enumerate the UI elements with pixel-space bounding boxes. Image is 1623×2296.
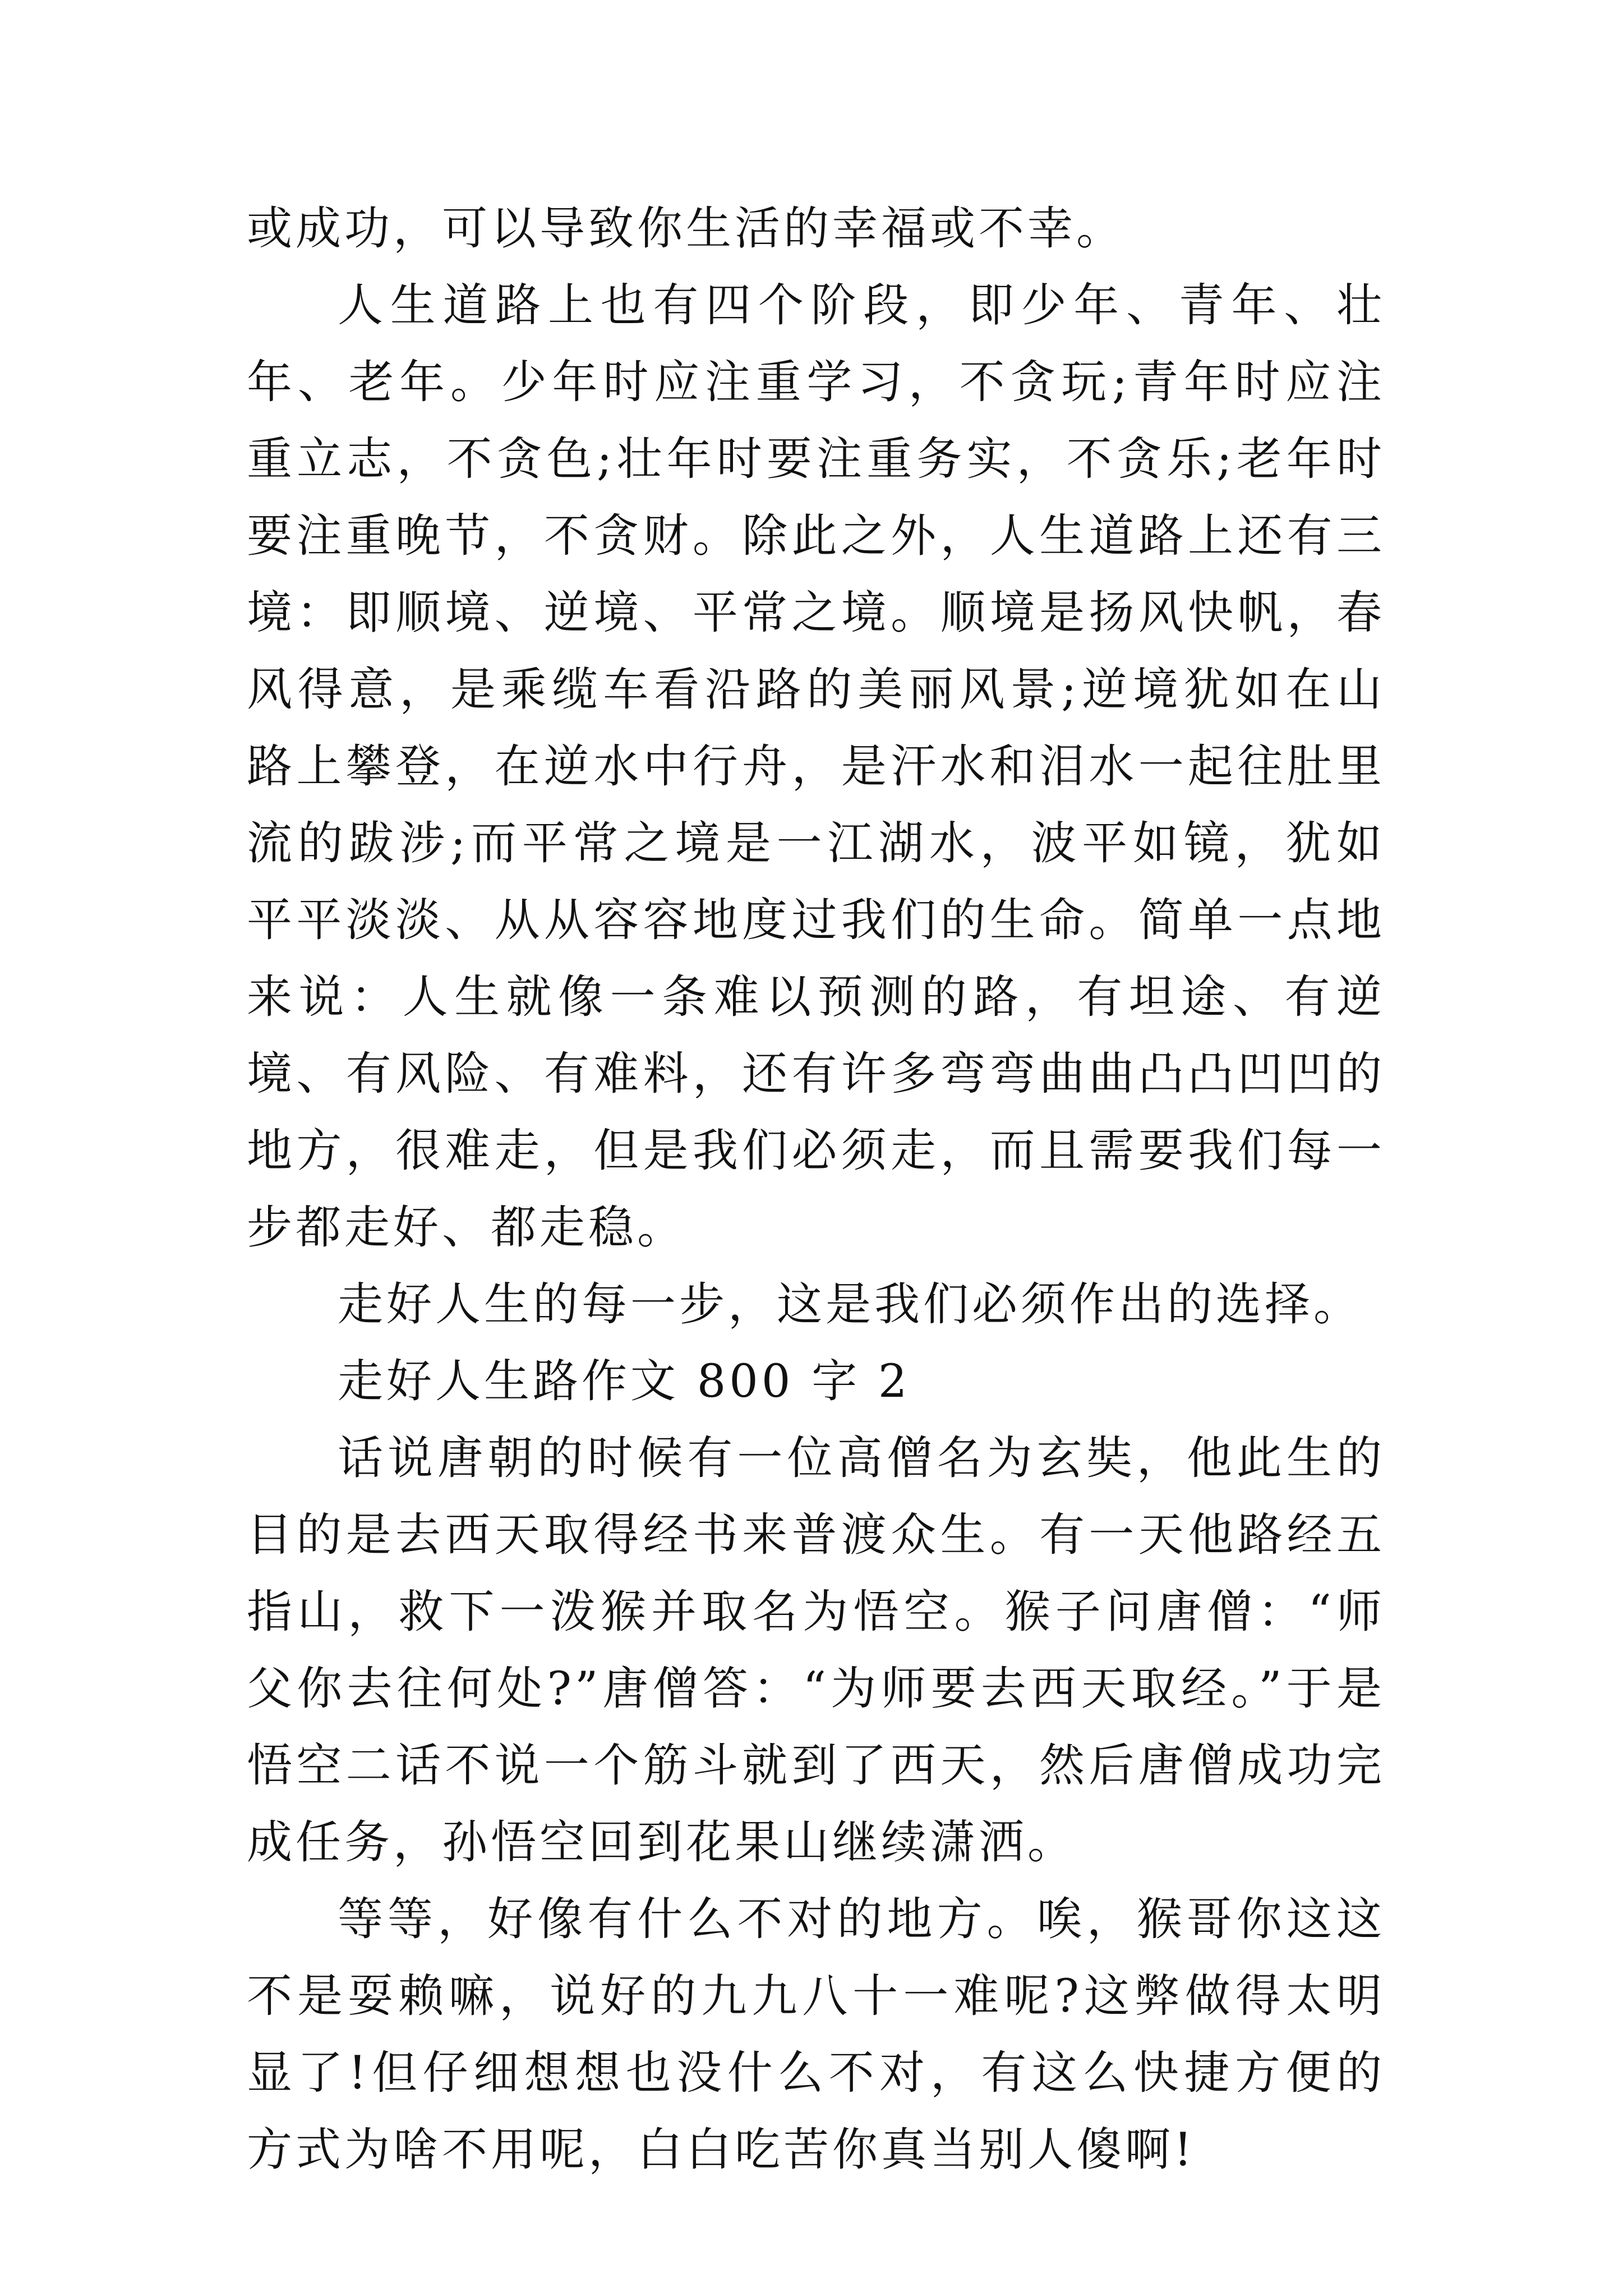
paragraph-continuation: 或成功，可以导致你生活的幸福或不幸。 (247, 203, 1126, 255)
paragraph-choice: 走好人生的每一步，这是我们必须作出的选择。 (338, 1278, 1363, 1331)
essay-title: 走好人生路作文 800 字 2 (338, 1355, 911, 1408)
paragraph-wait: 等等，好像有什么不对的地方。唉，猴哥你这这不是耍赖嘛，说好的九九八十一难呢?这弊做得太明显了!但仔细想想也没什么不对，有这么快捷方便的方式为啥不用呢，白白吃苦你真当别人傻啊! (247, 1893, 1385, 2177)
document-body (247, 191, 1385, 2189)
paragraph-xuanzang: 话说唐朝的时候有一位高僧名为玄奘，他此生的目的是去西天取得经书来普渡众生。有一天他路经五指山，救下一泼猴并取名为悟空。猴子问唐僧：“师父你去往何处?”唐僧答：“为师要去西天取经。”于是悟空二话不说一个筋斗就到了西天，然后唐僧成功完成任务，孙悟空回到花果山继续潇洒。 (247, 1432, 1385, 1869)
paragraph-life-stages: 人生道路上也有四个阶段，即少年、青年、壮年、老年。少年时应注重学习，不贪玩;青年时应注重立志，不贪色;壮年时要注重务实，不贪乐;老年时要注重晚节，不贪财。除此之外，人生道路上还有三境：即顺境、逆境、平常之境。顺境是扬风快帆，春风得意，是乘缆车看沿路的美丽风景;逆境犹如在山路上攀登，在逆水中行舟，是汗水和泪水一起往肚里流的跋涉;而平常之境是一江湖水，波平如镜，犹如平平淡淡、从从容容地度过我们的生命。简单一点地来说：人生就像一条难以预测的路，有坦途、有逆境、有风险、有难料，还有许多弯弯曲曲凸凸凹凹的地方，很难走，但是我们必须走，而且需要我们每一步都走好、都走稳。 (247, 279, 1385, 1254)
